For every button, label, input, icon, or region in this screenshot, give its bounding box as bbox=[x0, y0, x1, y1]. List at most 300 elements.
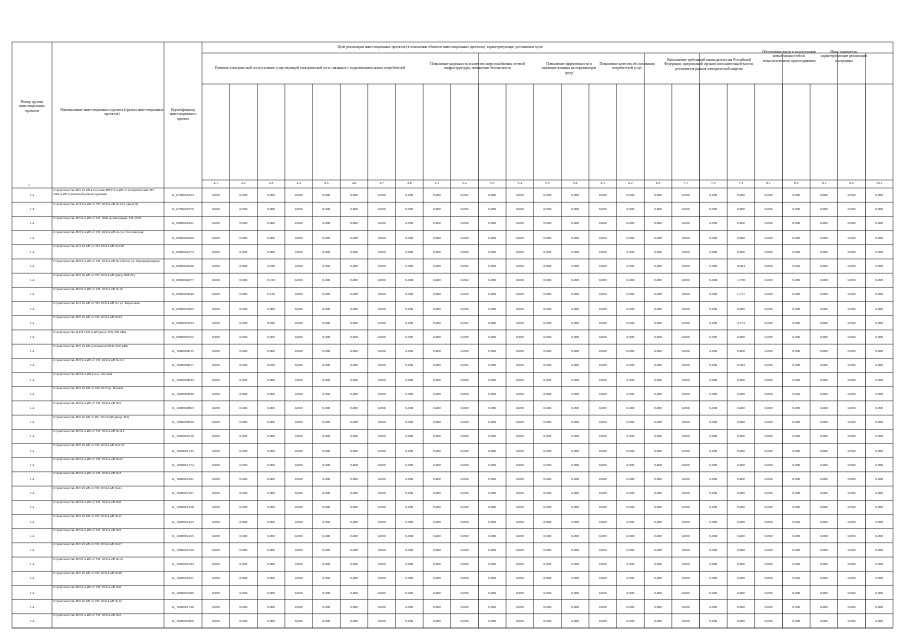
value-cell: 0,000 bbox=[405, 491, 414, 496]
value-cell: 0,000 bbox=[350, 377, 358, 382]
value-cell: 0,000 bbox=[239, 462, 248, 467]
value-cell: 0,000 bbox=[709, 235, 718, 240]
value-cell: 0,000 bbox=[239, 420, 248, 425]
value-cell: 0,000 bbox=[626, 533, 635, 538]
value-cell: 0,000 bbox=[654, 406, 662, 410]
project-name: Строительство КТП 10/0,4 кВ (ввод ТП) 250 кВА bbox=[53, 330, 127, 334]
value-cell: 0,000 bbox=[432, 420, 441, 425]
project-id: К_1000001174 bbox=[172, 462, 194, 467]
row-number: 1.4 bbox=[29, 249, 35, 254]
value-cell: 0,000 bbox=[571, 363, 580, 368]
value-cell: 0,000 bbox=[432, 363, 441, 368]
value-cell: 0,000 bbox=[515, 391, 524, 396]
value-cell: 0,000 bbox=[267, 221, 276, 226]
value-cell: 0,000 bbox=[764, 533, 773, 538]
row-number: 1.4 bbox=[29, 320, 35, 325]
value-cell: 0,000 bbox=[377, 249, 386, 254]
project-id: К_1000001583 bbox=[172, 562, 194, 567]
value-cell: 0,000 bbox=[488, 448, 497, 453]
value-cell: 0,000 bbox=[267, 249, 276, 254]
value-cell: 0,000 bbox=[709, 604, 718, 609]
value-cell: 0,000 bbox=[681, 519, 690, 524]
value-cell: 0,000 bbox=[239, 235, 248, 240]
value-cell: 0,000 bbox=[294, 264, 303, 269]
value-cell: 0,000 bbox=[737, 221, 745, 226]
value-cell: 0,000 bbox=[819, 519, 828, 524]
value-cell: 0,000 bbox=[460, 249, 469, 254]
value-cell: 0,000 bbox=[322, 249, 331, 254]
value-cell: 0,000 bbox=[460, 476, 469, 481]
value-cell: 0,000 bbox=[626, 576, 635, 581]
value-cell: 0,000 bbox=[267, 562, 276, 567]
value-cell: 0,000 bbox=[598, 335, 607, 340]
value-cell: 0,000 bbox=[571, 533, 580, 538]
value-cell: 0,000 bbox=[350, 434, 358, 439]
value-cell: 0,000 bbox=[294, 491, 303, 496]
row-number: 1.4 bbox=[29, 420, 35, 425]
value-cell: 0,000 bbox=[294, 207, 303, 212]
value-cell: 0,000 bbox=[654, 235, 662, 240]
value-cell: 0,000 bbox=[681, 377, 690, 382]
value-cell: 0,000 bbox=[377, 420, 386, 425]
value-cell: 0,000 bbox=[488, 434, 497, 439]
value-cell: 0,000 bbox=[460, 377, 469, 382]
value-cell: 0,000 bbox=[571, 491, 580, 496]
value-cell: 0,000 bbox=[792, 420, 801, 425]
value-cell: 0,000 bbox=[709, 292, 718, 297]
value-cell: 0,000 bbox=[875, 505, 884, 510]
row-number: 1.4 bbox=[29, 207, 35, 212]
value-cell: 0,000 bbox=[847, 590, 856, 595]
column-code: 9.2 bbox=[849, 181, 854, 185]
value-cell: 0,000 bbox=[405, 420, 414, 425]
value-cell: 0,000 bbox=[626, 590, 635, 595]
value-cell: 0,000 bbox=[626, 377, 635, 382]
value-cell: 0,000 bbox=[267, 519, 276, 524]
value-cell: 0,000 bbox=[764, 278, 773, 283]
value-cell: 0,000 bbox=[488, 207, 497, 212]
value-cell: 0,000 bbox=[239, 491, 248, 496]
value-cell: 0,000 bbox=[737, 235, 745, 240]
value-cell: 0,000 bbox=[681, 292, 690, 297]
value-cell: 0,000 bbox=[764, 264, 773, 269]
value-cell: 0,000 bbox=[626, 320, 635, 325]
value-cell: 0,000 bbox=[875, 519, 884, 524]
row-number: 1.4 bbox=[29, 264, 35, 269]
value-cell: 0,000 bbox=[792, 221, 801, 226]
value-cell: 0,000 bbox=[626, 519, 635, 524]
column-code: 4.8 bbox=[407, 181, 412, 185]
value-cell: 0,000 bbox=[875, 278, 884, 283]
value-cell: 0,000 bbox=[488, 476, 497, 481]
project-name: Строительство ВЛ 10 кВ от ТП 10/0,4 кВ №2-51 bbox=[53, 444, 125, 448]
value-cell: 0,000 bbox=[405, 221, 414, 226]
value-cell: 0,000 bbox=[875, 235, 884, 240]
value-cell: 0,000 bbox=[377, 448, 386, 453]
value-cell: 0,000 bbox=[211, 448, 220, 453]
value-cell: 0,000 bbox=[571, 420, 580, 425]
value-cell: 0,000 bbox=[488, 349, 497, 354]
value-cell: 0,000 bbox=[488, 505, 497, 510]
value-cell: 0,000 bbox=[460, 519, 469, 524]
column-code: 5.2 bbox=[462, 181, 467, 185]
project-id: К_1000000863 bbox=[172, 406, 194, 410]
row-number: 1.4 bbox=[29, 363, 35, 368]
value-cell: 0,000 bbox=[488, 420, 497, 425]
value-cell: 0,000 bbox=[792, 335, 801, 340]
column-code: 5.5 bbox=[545, 181, 550, 185]
value-cell: 0,000 bbox=[432, 434, 441, 439]
column-code: 5.6 bbox=[572, 181, 578, 185]
column-code: 4.3 bbox=[268, 181, 274, 185]
project-name: Строительство КЛ 0,4 кВ от ТП 10/0,4 кВ №12/1 (ввод 8) bbox=[53, 202, 139, 206]
value-cell: 0,000 bbox=[211, 519, 220, 524]
value-cell: 0,000 bbox=[819, 576, 828, 581]
value-cell: 0,000 bbox=[488, 590, 497, 595]
value-cell: 0,000 bbox=[737, 590, 745, 595]
value-cell: 0,000 bbox=[405, 476, 414, 481]
value-cell: 0,000 bbox=[488, 533, 497, 538]
value-cell: 0,000 bbox=[847, 476, 856, 481]
value-cell: 0,000 bbox=[432, 391, 441, 396]
value-cell: 0,000 bbox=[847, 519, 856, 524]
row-number: 1.4 bbox=[29, 448, 35, 453]
value-cell: 0,000 bbox=[571, 391, 580, 396]
value-cell: 0,030 bbox=[267, 264, 276, 269]
value-cell: 0,000 bbox=[267, 235, 276, 240]
value-cell: 0,000 bbox=[764, 462, 773, 467]
value-cell: 0,000 bbox=[211, 604, 220, 609]
value-cell: 0,000 bbox=[211, 406, 220, 410]
value-cell: 0,000 bbox=[377, 618, 386, 623]
value-cell: 0,000 bbox=[709, 448, 718, 453]
value-cell: 0,000 bbox=[377, 391, 386, 396]
value-cell: 0,000 bbox=[737, 249, 745, 254]
row-number: 1.4 bbox=[29, 519, 35, 524]
column-code: 9.1 bbox=[821, 181, 827, 185]
value-cell: 0,000 bbox=[543, 292, 552, 297]
value-cell: 0,000 bbox=[737, 519, 745, 524]
value-cell: 0,000 bbox=[432, 618, 441, 623]
project-id: К_0900002677 bbox=[172, 278, 194, 283]
project-id: К_1000001307 bbox=[172, 491, 194, 496]
value-cell: 0,000 bbox=[515, 363, 524, 368]
value-cell: 0,000 bbox=[488, 363, 497, 368]
value-cell: 0,000 bbox=[377, 476, 386, 481]
value-cell: 0,000 bbox=[350, 618, 358, 623]
value-cell: 0,000 bbox=[543, 590, 552, 595]
value-cell: 0,000 bbox=[543, 207, 552, 212]
value-cell: 0,000 bbox=[211, 306, 220, 311]
value-cell: 0,000 bbox=[460, 235, 469, 240]
value-cell: 0,000 bbox=[792, 547, 801, 552]
project-name: Строительство ВЛ 10 кВ от ТП 10/0,4 кВ №41 bbox=[53, 486, 122, 490]
value-cell: 0,150 bbox=[267, 292, 276, 297]
row-number: 1.4 bbox=[29, 221, 35, 226]
value-cell: 0,000 bbox=[875, 363, 884, 368]
project-id: К_1000001423 bbox=[172, 519, 194, 524]
project-id: К_1000001690 bbox=[172, 590, 194, 595]
project-id: К_0900003552 bbox=[172, 335, 194, 340]
value-cell: 0,000 bbox=[322, 562, 331, 567]
value-cell: 0,000 bbox=[211, 193, 220, 198]
project-name: Строительство ВЛ 0,4 кВ от ТП 10/0,4 кВ №10 bbox=[53, 287, 123, 291]
value-cell: 0,000 bbox=[239, 349, 248, 354]
project-name: Строительство ВЛ 10 кВ от ТП 10/0,4 кВ №12 bbox=[53, 600, 122, 604]
value-cell: 0,000 bbox=[267, 462, 276, 467]
value-cell: 0,000 bbox=[709, 207, 718, 212]
value-cell: 0,000 bbox=[294, 235, 303, 240]
value-cell: 0,000 bbox=[239, 363, 248, 368]
value-cell: 0,000 bbox=[405, 618, 414, 623]
value-cell: 0,000 bbox=[681, 420, 690, 425]
value-cell: 0,050 bbox=[267, 363, 276, 368]
value-cell: 0,000 bbox=[267, 306, 276, 311]
value-cell: 0,000 bbox=[654, 363, 662, 368]
value-cell: 0,000 bbox=[432, 335, 441, 340]
value-cell: 0,000 bbox=[681, 349, 690, 354]
value-cell: 0,000 bbox=[377, 562, 386, 567]
value-cell: 0,000 bbox=[432, 476, 441, 481]
value-cell: 0,000 bbox=[432, 533, 441, 538]
value-cell: 0,000 bbox=[322, 193, 331, 198]
value-cell: 0,000 bbox=[875, 576, 884, 581]
value-cell: 0,000 bbox=[819, 448, 828, 453]
row-number: 1.4 bbox=[29, 590, 35, 595]
value-cell: 0,000 bbox=[515, 533, 524, 538]
value-cell: 0,000 bbox=[350, 207, 358, 212]
value-cell: 0,000 bbox=[515, 292, 524, 297]
value-cell: 0,000 bbox=[654, 462, 662, 467]
value-cell: 0,000 bbox=[598, 193, 607, 198]
value-cell: 0,000 bbox=[294, 278, 303, 283]
value-cell: 0,000 bbox=[737, 207, 745, 212]
project-id: К_0700001623 bbox=[172, 193, 194, 198]
value-cell: 0,000 bbox=[875, 590, 884, 595]
row-number: 1.4 bbox=[29, 292, 35, 297]
value-cell: 0,000 bbox=[847, 221, 856, 226]
value-cell: 0,000 bbox=[847, 505, 856, 510]
value-cell: 0,000 bbox=[211, 618, 220, 623]
value-cell: 0,000 bbox=[543, 249, 552, 254]
value-cell: 0,000 bbox=[654, 377, 662, 382]
value-cell: 0,000 bbox=[350, 391, 358, 396]
header-group-d: Повышение качества обслуживания потребителей услуг bbox=[599, 62, 655, 71]
value-cell: 0,000 bbox=[681, 193, 690, 198]
value-cell: 0,000 bbox=[239, 306, 248, 311]
value-cell: 0,000 bbox=[267, 335, 276, 340]
value-cell: 0,000 bbox=[792, 604, 801, 609]
value-cell: 0,000 bbox=[239, 448, 248, 453]
header-group-e: Выполнение требований законодательства Российской Федерации, предписаний органов исполнительной власти, регламентов рынков электрической энергии bbox=[664, 58, 754, 71]
value-cell: 0,000 bbox=[488, 235, 497, 240]
value-cell: 0,000 bbox=[571, 235, 580, 240]
value-cell: 0,000 bbox=[681, 221, 690, 226]
value-cell: 0,000 bbox=[294, 292, 303, 297]
value-cell: 0,000 bbox=[211, 335, 220, 340]
value-cell: 0,000 bbox=[571, 562, 580, 567]
value-cell: 0,000 bbox=[654, 335, 662, 340]
value-cell: 0,000 bbox=[432, 278, 441, 283]
value-cell: 0,000 bbox=[405, 193, 414, 198]
value-cell: 0,000 bbox=[571, 320, 580, 325]
value-cell: 0,000 bbox=[819, 562, 828, 567]
value-cell: 0,000 bbox=[875, 377, 884, 382]
value-cell: 0,000 bbox=[681, 562, 690, 567]
row-number: 1.4 bbox=[29, 576, 35, 581]
value-cell: 0,000 bbox=[737, 562, 745, 567]
value-cell: 0,000 bbox=[681, 264, 690, 269]
value-cell: 0,000 bbox=[432, 235, 441, 240]
row-number: 1.4 bbox=[29, 406, 35, 410]
value-cell: 0,000 bbox=[737, 349, 745, 354]
value-cell: 0,000 bbox=[377, 590, 386, 595]
project-id: К_0900002273 bbox=[172, 249, 194, 254]
value-cell: 0,000 bbox=[515, 335, 524, 340]
value-cell: 0,000 bbox=[350, 448, 358, 453]
value-cell: 0,000 bbox=[322, 320, 331, 325]
value-cell: 0,000 bbox=[847, 434, 856, 439]
value-cell: 0,000 bbox=[598, 306, 607, 311]
value-cell: 0,000 bbox=[267, 533, 276, 538]
value-cell: 0,000 bbox=[543, 576, 552, 581]
value-cell: 0,000 bbox=[322, 391, 331, 396]
value-cell: 0,000 bbox=[709, 576, 718, 581]
project-name: Строительство ВЛ 0,4 кВ от ТП 10/0,4 кВ №9 bbox=[53, 529, 121, 533]
project-name: Строительство ВЛ 10 кВ от ТП-1015 ф. Речной bbox=[53, 387, 124, 391]
value-cell: 0,000 bbox=[598, 576, 607, 581]
value-cell: 0,000 bbox=[681, 491, 690, 496]
value-cell: 0,000 bbox=[847, 604, 856, 609]
value-cell: 0,000 bbox=[626, 363, 635, 368]
value-cell: 0,000 bbox=[460, 448, 469, 453]
value-cell: 0,000 bbox=[405, 590, 414, 595]
value-cell: 0,000 bbox=[294, 406, 303, 410]
value-cell: 0,000 bbox=[792, 193, 801, 198]
value-cell: 0,000 bbox=[515, 377, 524, 382]
value-cell: 0,000 bbox=[377, 235, 386, 240]
value-cell: 0,000 bbox=[460, 576, 469, 581]
value-cell: 0,000 bbox=[239, 193, 248, 198]
value-cell: 0,000 bbox=[764, 292, 773, 297]
value-cell: 0,000 bbox=[792, 533, 801, 538]
value-cell: 0,000 bbox=[875, 476, 884, 481]
value-cell: 0,000 bbox=[792, 249, 801, 254]
value-cell: 0,000 bbox=[267, 391, 276, 396]
value-cell: 0,000 bbox=[515, 420, 524, 425]
value-cell: 0,000 bbox=[543, 434, 552, 439]
value-cell: 0,000 bbox=[350, 406, 358, 410]
row-number: 1.4 bbox=[29, 491, 35, 496]
value-cell: 0,000 bbox=[377, 547, 386, 552]
value-cell: 0,000 bbox=[350, 221, 358, 226]
value-cell: 0,000 bbox=[792, 476, 801, 481]
value-cell: 0,000 bbox=[405, 406, 414, 410]
header-group-f: Обеспечение ввода в эксплуатацию новых мощностей по технологическому присоединению bbox=[761, 50, 817, 63]
value-cell: 0,000 bbox=[432, 491, 441, 496]
value-cell: 0,000 bbox=[405, 448, 414, 453]
value-cell: 0,000 bbox=[792, 505, 801, 510]
value-cell: 0,000 bbox=[764, 249, 773, 254]
value-cell: 0,000 bbox=[350, 562, 358, 567]
value-cell: 0,000 bbox=[764, 335, 773, 340]
value-cell: 0,000 bbox=[239, 590, 248, 595]
value-cell: 0,000 bbox=[294, 462, 303, 467]
value-cell: 0,000 bbox=[598, 391, 607, 396]
project-name: Строительство ВЛ 0,4 кВ от ТП 10/0,4 кВ №6 bbox=[53, 586, 121, 590]
value-cell: 0,000 bbox=[432, 576, 441, 581]
column-code: 5.4 bbox=[517, 181, 523, 185]
value-cell: 0,000 bbox=[405, 576, 414, 581]
value-cell: 0,000 bbox=[350, 491, 358, 496]
value-cell: 0,000 bbox=[571, 406, 580, 410]
value-cell: 0,000 bbox=[377, 306, 386, 311]
value-cell: 0,000 bbox=[598, 590, 607, 595]
value-cell: 0,000 bbox=[377, 221, 386, 226]
value-cell: 0,000 bbox=[819, 292, 828, 297]
value-cell: 0,000 bbox=[598, 249, 607, 254]
row-number: 1.4 bbox=[29, 547, 35, 552]
value-cell: 0,000 bbox=[350, 278, 358, 283]
value-cell: 0,000 bbox=[350, 576, 358, 581]
value-cell: 0,000 bbox=[405, 320, 414, 325]
value-cell: 0,000 bbox=[432, 590, 441, 595]
value-cell: 0,000 bbox=[267, 448, 276, 453]
value-cell: 0,000 bbox=[792, 434, 801, 439]
value-cell: 0,000 bbox=[819, 420, 828, 425]
row-number: 1.4 bbox=[29, 391, 35, 396]
value-cell: 0,000 bbox=[294, 562, 303, 567]
header-group-b: Повышение надежности и качества энергоснабжения сетевой инфраструктуры, повышение безопасности bbox=[430, 62, 525, 71]
value-cell: 0,000 bbox=[294, 604, 303, 609]
value-cell: 0,000 bbox=[764, 207, 773, 212]
value-cell: 0,000 bbox=[709, 249, 718, 254]
value-cell: 0,000 bbox=[405, 349, 414, 354]
value-cell: 0,000 bbox=[239, 576, 248, 581]
value-cell: 0,000 bbox=[211, 547, 220, 552]
value-cell: 0,000 bbox=[294, 420, 303, 425]
value-cell: 0,000 bbox=[543, 406, 552, 410]
value-cell: 0,000 bbox=[847, 562, 856, 567]
value-cell: 0,000 bbox=[294, 618, 303, 623]
value-cell: 0,000 bbox=[211, 221, 220, 226]
value-cell: 0,000 bbox=[350, 519, 358, 524]
value-cell: 0,000 bbox=[350, 292, 358, 297]
value-cell: 0,000 bbox=[654, 264, 662, 269]
project-id: К_1000000840 bbox=[172, 391, 194, 396]
value-cell: 0,000 bbox=[488, 306, 497, 311]
value-cell: 0,000 bbox=[654, 306, 662, 311]
value-cell: 0,000 bbox=[764, 193, 773, 198]
row-number: 1.4 bbox=[29, 533, 35, 538]
value-cell: 0,000 bbox=[405, 562, 414, 567]
value-cell: 0,000 bbox=[543, 278, 552, 283]
value-cell: 0,000 bbox=[405, 391, 414, 396]
value-cell: 0,000 bbox=[515, 505, 524, 510]
value-cell: 0,000 bbox=[515, 306, 524, 311]
value-cell: 0,000 bbox=[515, 320, 524, 325]
value-cell: 0,000 bbox=[764, 320, 773, 325]
value-cell: 0,000 bbox=[543, 363, 552, 368]
value-cell: 0,000 bbox=[598, 235, 607, 240]
value-cell: 0,000 bbox=[267, 406, 276, 410]
value-cell: 0,000 bbox=[681, 533, 690, 538]
value-cell: 0,000 bbox=[211, 533, 220, 538]
value-cell: 0,000 bbox=[764, 562, 773, 567]
value-cell: 0,000 bbox=[515, 562, 524, 567]
value-cell: 0,000 bbox=[515, 462, 524, 467]
value-cell: 0,003 bbox=[460, 207, 469, 212]
